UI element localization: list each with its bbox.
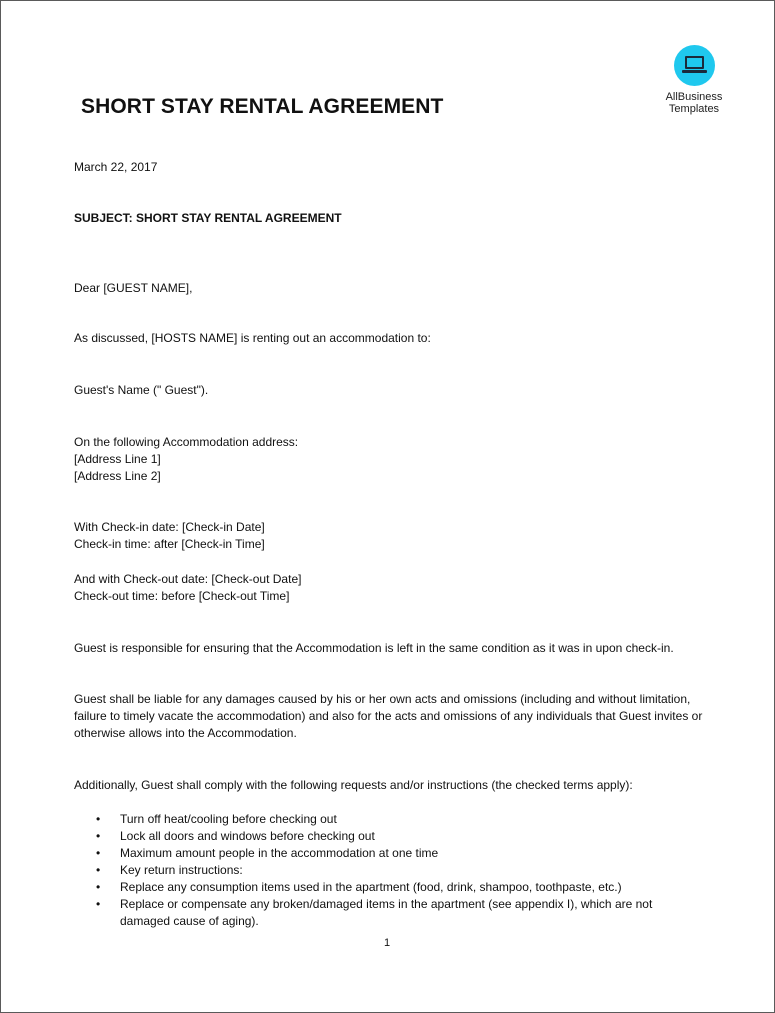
logo-text-line1: AllBusiness — [665, 91, 723, 103]
document-date: March 22, 2017 — [74, 160, 158, 174]
logo-text — [656, 91, 732, 115]
page-number: 1 — [384, 937, 391, 949]
allbusiness-logo[interactable] — [656, 45, 732, 115]
paragraph-liability: Guest shall be liable for any damages caused by his or her own acts and omissions (including and without limitation, failure to timely vacate the accommodation) and also for the acts and omissions of any individuals that Guest invites or otherwise allows into the Accommodation. — [74, 692, 703, 740]
salutation: Dear [GUEST NAME], — [74, 281, 193, 295]
list-item-text: Replace or compensate any broken/damaged items in the apartment (see appendix I), which are not damaged cause of aging). — [120, 897, 653, 928]
paragraph-condition: Guest is responsible for ensuring that the Accommodation is left in the same condition as it was in upon check-in. — [74, 641, 674, 655]
checkin-time: Check-in time: after [Check-in Time] — [74, 537, 265, 551]
list-item-text: Lock all doors and windows before checking out — [120, 829, 375, 843]
list-item — [74, 862, 704, 879]
logo-text-line2: Templates — [668, 103, 720, 115]
bullet-icon: • — [96, 846, 101, 860]
list-item — [74, 896, 704, 930]
bullet-icon: • — [96, 897, 101, 911]
logo-circle — [674, 45, 715, 86]
address-line-1: [Address Line 1] — [74, 452, 161, 466]
bullet-icon: • — [96, 880, 101, 894]
list-item-text: Key return instructions: — [120, 863, 243, 877]
subject-line: SUBJECT: SHORT STAY RENTAL AGREEMENT — [74, 211, 342, 225]
instructions-list — [74, 811, 704, 930]
checkin-date: With Check-in date: [Check-in Date] — [74, 520, 265, 534]
list-item — [74, 845, 704, 862]
list-item-text: Maximum amount people in the accommodation at one time — [120, 846, 439, 860]
address-label: On the following Accommodation address: — [74, 435, 299, 449]
list-item-text: Replace any consumption items used in the apartment (food, drink, shampoo, toothpaste, etc.) — [120, 880, 622, 894]
checkout-block — [74, 571, 704, 605]
checkout-time: Check-out time: before [Check-out Time] — [74, 589, 290, 603]
address-block — [74, 434, 704, 485]
bullet-icon: • — [96, 829, 101, 843]
paragraph-instructions: Additionally, Guest shall comply with the following requests and/or instructions (the checked terms apply): — [74, 778, 633, 792]
list-item-text: Turn off heat/cooling before checking out — [120, 812, 337, 826]
checkin-block — [74, 519, 704, 553]
laptop-icon — [681, 54, 708, 76]
guest-name-line: Guest's Name (" Guest"). — [74, 383, 209, 397]
bullet-icon: • — [96, 812, 101, 826]
list-item — [74, 811, 704, 828]
document-title: SHORT STAY RENTAL AGREEMENT — [81, 95, 444, 118]
address-line-2: [Address Line 2] — [74, 469, 161, 483]
checkout-date: And with Check-out date: [Check-out Date] — [74, 572, 302, 586]
intro-text: As discussed, [HOSTS NAME] is renting out an accommodation to: — [74, 331, 431, 345]
bullet-icon: • — [96, 863, 101, 877]
list-item — [74, 828, 704, 845]
list-item — [74, 879, 704, 896]
